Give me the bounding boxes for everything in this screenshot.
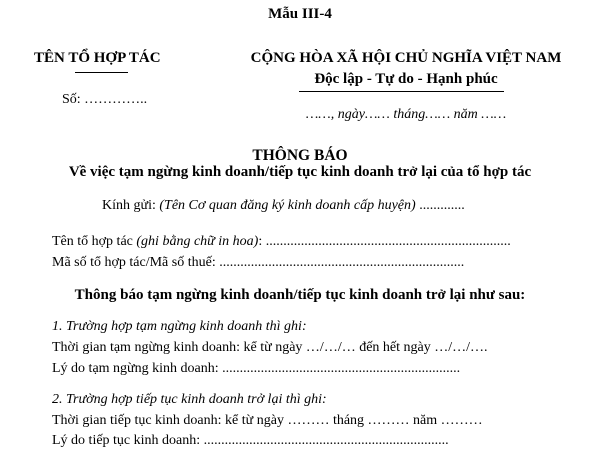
recipient-line xyxy=(102,198,465,214)
cooperative-name-dots: : ...................................................................... xyxy=(258,234,511,249)
organization-underline xyxy=(75,72,128,73)
document-subject: Về việc tạm ngừng kinh doanh/tiếp tục kinh doanh trở lại của tổ hợp tác xyxy=(68,164,532,180)
national-motto: Độc lập - Tự do - Hạnh phúc xyxy=(314,71,498,87)
document-number: Số: ………….. xyxy=(62,92,148,107)
recipient-dots: ............. xyxy=(415,198,465,213)
document-title: THÔNG BÁO xyxy=(252,147,348,164)
suspend-period-line: Thời gian tạm ngừng kinh doanh: kể từ ngày …/…/… đến hết ngày …/…/…. xyxy=(52,340,488,355)
date-line: ……, ngày…… tháng…… năm …… xyxy=(305,107,507,122)
form-code: Mẫu III-4 xyxy=(268,6,332,22)
national-title: CỘNG HÒA XÃ HỘI CHỦ NGHĨA VIỆT NAM xyxy=(250,50,562,66)
cooperative-name-line xyxy=(52,234,511,250)
suspend-case-title: 1. Trường hợp tạm ngừng kinh doanh thì ghi: xyxy=(52,319,307,334)
organization-name: TÊN TỔ HỢP TÁC xyxy=(34,50,161,66)
suspend-reason-line: Lý do tạm ngừng kinh doanh: .................................................................... xyxy=(52,361,461,376)
tax-code-line: Mã số tổ hợp tác/Mã số thuế: ...................................................................... xyxy=(52,255,465,270)
recipient-label: Kính gửi: xyxy=(102,198,160,213)
motto-underline xyxy=(299,91,504,92)
recipient-value: (Tên Cơ quan đăng ký kinh doanh cấp huyện) xyxy=(159,198,416,213)
resume-period-line: Thời gian tiếp tục kinh doanh: kể từ ngày ……… tháng ……… năm ……… xyxy=(52,413,483,428)
cooperative-name-label: Tên tổ hợp tác xyxy=(52,234,137,249)
cooperative-name-hint: (ghi bằng chữ in hoa) xyxy=(136,234,259,249)
resume-reason-line: Lý do tiếp tục kinh doanh: ...................................................................... xyxy=(52,433,449,448)
resume-case-title: 2. Trường hợp tiếp tục kinh doanh trở lại thì ghi: xyxy=(52,392,327,407)
section-heading: Thông báo tạm ngừng kinh doanh/tiếp tục kinh doanh trở lại như sau: xyxy=(74,287,526,303)
